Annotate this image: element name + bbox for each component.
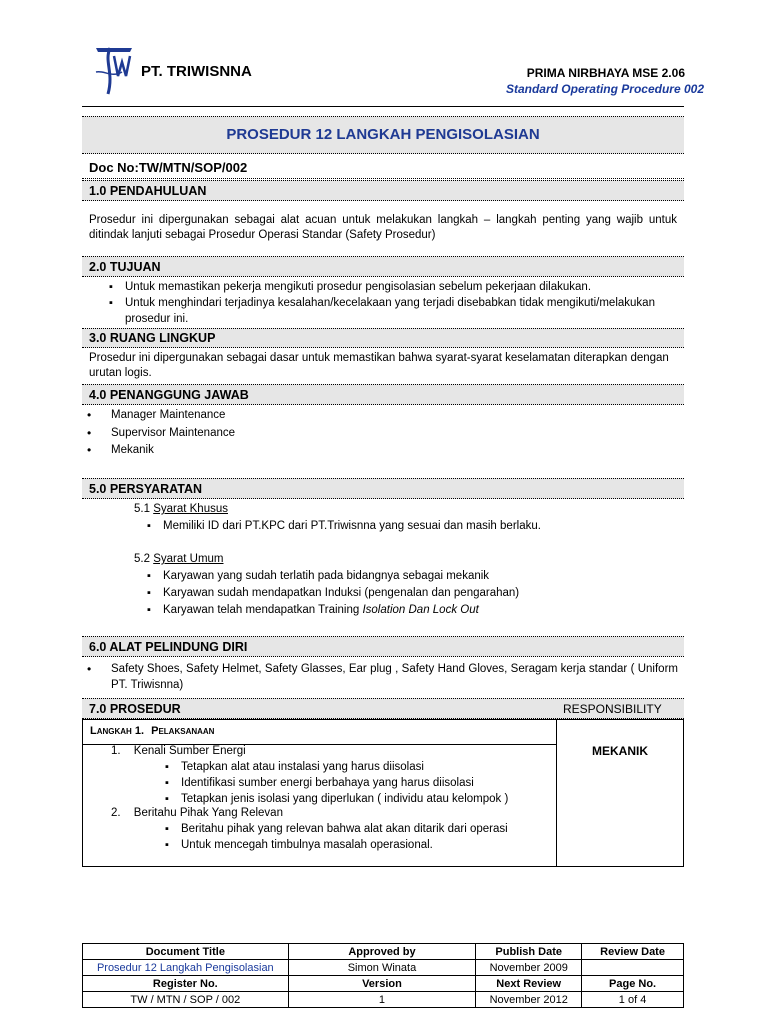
footer-header-publish-date: Publish Date xyxy=(476,944,582,960)
prosedur-heading-text: 7.0 PROSEDUR xyxy=(89,702,181,716)
list-item: ▪ Memiliki ID dari PT.KPC dari PT.Triwisnna yang sesuai dan masih berlaku. xyxy=(136,518,676,534)
step-index: 2. xyxy=(111,807,121,819)
step-label xyxy=(90,725,214,737)
list-item xyxy=(136,602,676,619)
list-item: ▪ Tetapkan alat atau instalasi yang harus diisolasi xyxy=(154,759,554,775)
section-text-pendahuluan: Prosedur ini dipergunakan sebagai alat acuan untuk melakukan langkah – langkah penting yang wajib untuk ditindak lanjuti sebagai Prosedur Operasi Standar (Safety Prosedur) xyxy=(89,214,677,241)
footer-page-no: 1 of 4 xyxy=(582,992,684,1008)
footer-register-no: TW / MTN / SOP / 002 xyxy=(83,992,289,1008)
footer-header-review-date: Review Date xyxy=(582,944,684,960)
page-title: PROSEDUR 12 LANGKAH PENGISOLASIAN xyxy=(226,126,540,143)
footer-header-version: Version xyxy=(288,976,476,992)
list-item: ▪ Karyawan sudah mendapatkan Induksi (pengenalan dan pengarahan) xyxy=(136,585,676,602)
section-heading-persyaratan: 5.0 PERSYARATAN xyxy=(82,478,684,499)
company-name: PT. TRIWISNNA xyxy=(141,63,252,80)
footer-review-date xyxy=(582,960,684,976)
training-text: Karyawan telah mendapatkan Training xyxy=(163,604,363,616)
list-item: ▪ Beritahu pihak yang relevan bahwa alat akan ditarik dari operasi xyxy=(154,821,554,837)
list-item: • Supervisor Maintenance xyxy=(82,425,582,443)
footer-header-next-review: Next Review xyxy=(476,976,582,992)
table-column-divider xyxy=(556,720,557,866)
list-item: • Manager Maintenance xyxy=(82,407,582,425)
list-item: • Mekanik xyxy=(82,442,582,460)
syarat-khusus-list xyxy=(136,518,676,534)
step-index: 1. xyxy=(111,745,121,757)
procedure-step xyxy=(111,744,246,759)
step-name: Beritahu Pihak Yang Relevan xyxy=(133,807,283,819)
section-heading-ruang-lingkup: 3.0 RUANG LINGKUP xyxy=(82,328,684,348)
penanggung-jawab-list xyxy=(82,407,582,460)
list-item: ▪ Identifikasi sumber energi berbahaya yang harus diisolasi xyxy=(154,775,554,791)
step-number: Langkah 1. xyxy=(90,725,145,737)
section-heading-prosedur xyxy=(82,698,684,719)
section-heading-tujuan: 2.0 TUJUAN xyxy=(82,256,684,277)
list-item: ▪ Untuk mencegah timbulnya masalah operasional. xyxy=(154,837,554,853)
training-name: Isolation Dan Lock Out xyxy=(362,604,479,616)
list-item: ▪ Untuk memastikan pekerja mengikuti prosedur pengisolasian sebelum pekerjaan dilakukan. xyxy=(98,279,678,295)
footer-header-document-title: Document Title xyxy=(83,944,289,960)
doc-number: Doc No:TW/MTN/SOP/002 xyxy=(89,160,248,175)
document-control-table xyxy=(82,943,684,1008)
footer-publish-date: November 2009 xyxy=(476,960,582,976)
syarat-umum-list xyxy=(136,568,676,619)
header-rule xyxy=(82,106,684,107)
step-1-list xyxy=(154,759,554,807)
company-logo xyxy=(92,42,136,96)
subsection-number: 5.2 xyxy=(134,553,150,565)
list-item: ▪ Tetapkan jenis isolasi yang diperlukan ( individu atau kelompok ) xyxy=(154,791,554,807)
subsection-number: 5.1 xyxy=(134,503,150,515)
alat-pelindung-list xyxy=(82,661,678,693)
subsection-syarat-umum xyxy=(134,552,224,567)
title-band xyxy=(82,116,684,154)
procedure-table xyxy=(82,719,684,867)
list-item: ▪ Untuk menghindari terjadinya kesalahan/kecelakaan yang terjadi disebabkan tidak mengikuti/melakukan prosedur ini. xyxy=(98,295,678,327)
section-heading-penanggung-jawab: 4.0 PENANGGUNG JAWAB xyxy=(82,384,684,405)
step-2-list xyxy=(154,821,554,853)
footer-header-page-no: Page No. xyxy=(582,976,684,992)
sop-reference: Standard Operating Procedure 002 xyxy=(505,82,704,96)
doc-number-rule xyxy=(82,178,684,179)
step-name: Kenali Sumber Energi xyxy=(133,745,246,757)
footer-document-title: Prosedur 12 Langkah Pengisolasian xyxy=(83,960,289,976)
footer-header-register-no: Register No. xyxy=(83,976,289,992)
subsection-title: Syarat Umum xyxy=(153,553,224,565)
step-title: Pelaksanaan xyxy=(151,725,215,737)
footer-next-review: November 2012 xyxy=(476,992,582,1008)
footer-version: 1 xyxy=(288,992,476,1008)
footer-approved-by: Simon Winata xyxy=(288,960,476,976)
list-item: ▪ Karyawan yang sudah terlatih pada bidangnya sebagai mekanik xyxy=(136,568,676,585)
subsection-syarat-khusus xyxy=(134,502,228,517)
footer-header-approved-by: Approved by xyxy=(288,944,476,960)
responsible-role: MEKANIK xyxy=(592,744,648,758)
section-heading-alat-pelindung-diri: 6.0 ALAT PELINDUNG DIRI xyxy=(82,636,684,657)
doc-series: PRIMA NIRBHAYA MSE 2.06 xyxy=(526,66,685,80)
responsibility-label: RESPONSIBILITY xyxy=(563,702,662,716)
procedure-step xyxy=(111,806,283,821)
tujuan-list xyxy=(98,279,678,327)
section-heading-pendahuluan: 1.0 PENDAHULUAN xyxy=(82,180,684,201)
list-item: • Safety Shoes, Safety Helmet, Safety Glasses, Ear plug , Safety Hand Gloves, Seragam kerja standar ( Uniform PT. Triwisnna) xyxy=(82,661,678,693)
subsection-title: Syarat Khusus xyxy=(153,503,228,515)
section-text-ruang-lingkup: Prosedur ini dipergunakan sebagai dasar untuk memastikan bahwa syarat-syarat keselamatan diterapkan dengan urutan logis. xyxy=(89,352,669,379)
